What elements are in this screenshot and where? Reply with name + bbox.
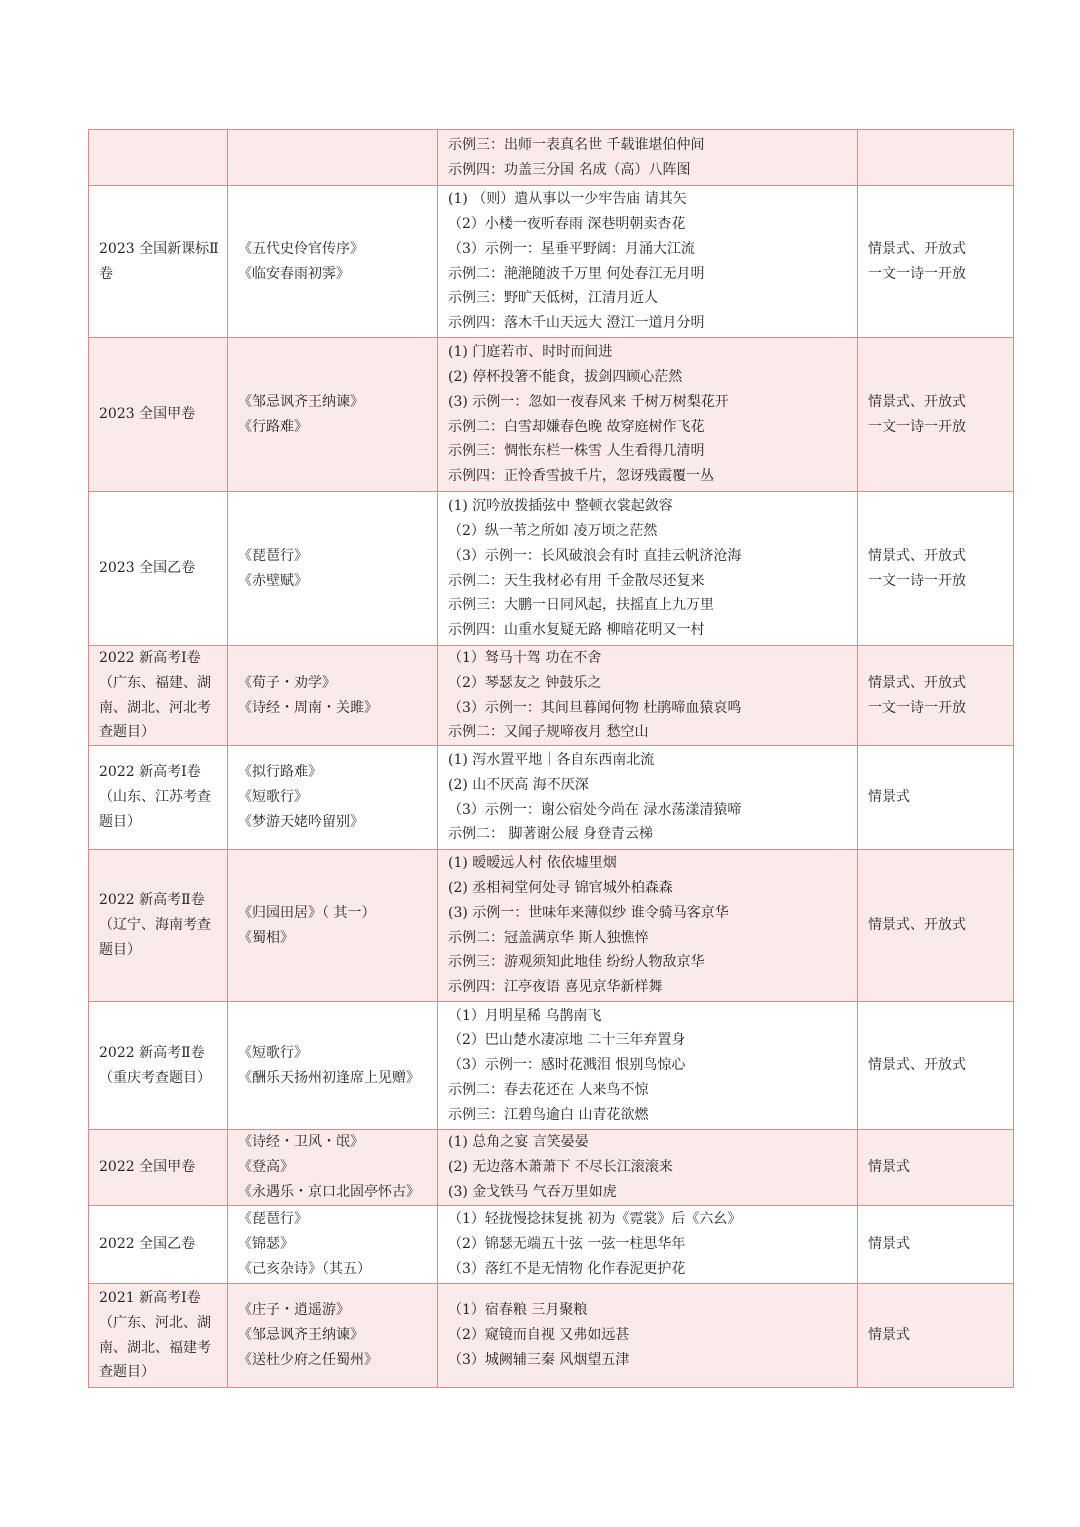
cell-line: 示例三：野旷天低树，江清月近人: [448, 290, 658, 307]
cell-line: 情景式、开放式: [868, 674, 966, 691]
source-texts-cell: [228, 1206, 438, 1284]
cell-line: 情景式: [868, 789, 910, 806]
cell-line: 情景式、开放式: [868, 393, 966, 410]
cell-line: 示例四：功盖三分国 名成（高）八阵图: [448, 161, 691, 178]
cell-line: 《梦游天姥吟留别》: [238, 814, 364, 831]
cell-line: 情景式、开放式: [868, 917, 966, 934]
cell-line: （1）轻拢慢捻抹复挑 初为《霓裳》后《六幺》: [448, 1211, 742, 1228]
cell-line: 《诗经・卫风・氓》: [238, 1134, 364, 1151]
cell-line: (3) 金戈铁马 气吞万里如虎: [448, 1184, 617, 1201]
cell-line: 示例二：冠盖满京华 斯人独憔悴: [448, 929, 649, 946]
cell-line: (2) 山不厌高 海不厌深: [448, 776, 589, 793]
table-row: [89, 492, 1014, 646]
question-type-cell: [858, 338, 1014, 492]
source-texts-cell: [228, 1002, 438, 1130]
cell-line: 2022 新高考Ⅱ卷（重庆考查题目）: [99, 1044, 211, 1086]
source-texts-cell: [228, 746, 438, 850]
cell-line: （2）纵一苇之所如 凌万顷之茫然: [448, 522, 658, 539]
cell-line: 2022 新高考Ⅰ卷（广东、福建、湖南、湖北、河北考查题目）: [99, 650, 211, 741]
cell-line: 《送杜少府之任蜀州》: [238, 1352, 378, 1369]
exam-name-cell: [89, 1284, 228, 1388]
question-type-cell: [858, 130, 1014, 186]
cell-line: 《短歌行》: [238, 789, 308, 806]
cell-line: 《诗经・周南・关雎》: [238, 699, 378, 716]
cell-line: 2023 全国乙卷: [99, 560, 196, 577]
cell-line: 示例四：江亭夜语 喜见京华新样舞: [448, 979, 663, 996]
table-row: [89, 1284, 1014, 1388]
questions-cell: [438, 338, 858, 492]
cell-line: （3）落红不是无情物 化作春泥更护花: [448, 1261, 686, 1278]
cell-line: 2021 新高考Ⅰ卷（广东、河北、湖南、湖北、福建考查题目）: [99, 1290, 211, 1381]
cell-line: 2022 全国甲卷: [99, 1159, 196, 1176]
cell-line: 《琵琶行》: [238, 547, 308, 564]
cell-line: 《荀子・劝学》: [238, 674, 336, 691]
cell-line: (2) 无边落木萧萧下 不尽长江滚滚来: [448, 1159, 673, 1176]
cell-line: 示例三：惆怅东栏一株雪 人生看得几清明: [448, 443, 705, 460]
cell-line: (1) 沉吟放拨插弦中 整顿衣裳起敛容: [448, 498, 673, 515]
cell-line: (1) （则）遣从事以一少牢告庙 请其矢: [448, 191, 687, 208]
cell-line: (1) 泻水置平地｜各自东西南北流: [448, 752, 655, 769]
cell-line: 《赤壁赋》: [238, 572, 308, 589]
cell-line: (2) 停杯投箸不能食，拔剑四顾心茫然: [448, 368, 683, 385]
questions-cell: [438, 746, 858, 850]
cell-line: (3) 示例一：忽如一夜春风来 千树万树梨花开: [448, 393, 729, 410]
cell-line: （3）城阙辅三秦 风烟望五津: [448, 1352, 630, 1369]
cell-line: 一文一诗一开放: [868, 265, 966, 282]
cell-line: 示例四：山重水复疑无路 柳暗花明又一村: [448, 622, 705, 639]
cell-line: （1）驽马十驾 功在不舍: [448, 650, 602, 666]
question-type-cell: [858, 1002, 1014, 1130]
source-texts-cell: [228, 492, 438, 646]
cell-line: 示例三：出师一表真名世 千载谁堪伯仲间: [448, 136, 705, 153]
exam-table-body: [89, 130, 1014, 1388]
cell-line: 示例三：江碧鸟逾白 山青花欲燃: [448, 1106, 649, 1123]
cell-line: 《短歌行》: [238, 1044, 308, 1061]
question-type-cell: [858, 1130, 1014, 1206]
cell-line: 《琵琶行》: [238, 1211, 308, 1228]
exam-name-cell: [89, 1002, 228, 1130]
source-texts-cell: [228, 338, 438, 492]
cell-line: 《归园田居》（ 其一）: [238, 904, 376, 921]
cell-line: 示例四：正怜香雪披千片，忽讶残霞覆一丛: [448, 468, 714, 485]
exam-table: [88, 129, 1014, 1388]
table-row: [89, 850, 1014, 1002]
exam-name-cell: [89, 1130, 228, 1206]
cell-line: 示例二：滟滟随波千万里 何处春江无月明: [448, 265, 705, 282]
source-texts-cell: [228, 850, 438, 1002]
cell-line: 《酬乐天扬州初逢席上见赠》: [238, 1069, 420, 1086]
source-texts-cell: [228, 1284, 438, 1388]
questions-cell: [438, 130, 858, 186]
cell-line: 《庄子・逍遥游》: [238, 1302, 350, 1319]
cell-line: 2022 全国乙卷: [99, 1236, 196, 1253]
table-row: [89, 338, 1014, 492]
cell-line: 情景式: [868, 1327, 910, 1344]
cell-line: 《拟行路难》: [238, 764, 322, 781]
cell-line: （2）琴瑟友之 钟鼓乐之: [448, 674, 602, 691]
table-row: [89, 1206, 1014, 1284]
cell-line: 《永遇乐・京口北固亭怀古》: [238, 1184, 420, 1201]
cell-line: 《行路难》: [238, 418, 308, 435]
cell-line: (1) 门庭若市、时时而间进: [448, 344, 613, 361]
table-row: [89, 186, 1014, 338]
cell-line: 《己亥杂诗》（其五）: [238, 1261, 371, 1278]
question-type-cell: [858, 1206, 1014, 1284]
cell-line: 《五代史伶官传序》: [238, 240, 364, 257]
cell-line: （1）宿春粮 三月聚粮: [448, 1302, 588, 1319]
cell-line: 《登高》: [238, 1159, 294, 1176]
cell-line: （3）示例一：谢公宿处今尚在 渌水荡漾清猿啼: [448, 801, 742, 818]
exam-name-cell: [89, 850, 228, 1002]
cell-line: 一文一诗一开放: [868, 418, 966, 435]
cell-line: 示例二：春去花还在 人来鸟不惊: [448, 1082, 649, 1099]
cell-line: 2022 新高考Ⅱ卷（辽宁、海南考查题目）: [99, 892, 211, 959]
questions-cell: [438, 1130, 858, 1206]
cell-line: 一文一诗一开放: [868, 699, 966, 716]
source-texts-cell: [228, 130, 438, 186]
table-row: [89, 746, 1014, 850]
questions-cell: [438, 1206, 858, 1284]
exam-name-cell: [89, 338, 228, 492]
cell-line: (3) 示例一：世味年来薄似纱 谁令骑马客京华: [448, 904, 729, 921]
cell-line: 《邹忌讽齐王纳谏》: [238, 1327, 364, 1344]
cell-line: 《蜀相》: [238, 929, 294, 946]
exam-name-cell: [89, 1206, 228, 1284]
exam-name-cell: [89, 130, 228, 186]
source-texts-cell: [228, 646, 438, 746]
question-type-cell: [858, 850, 1014, 1002]
cell-line: 情景式、开放式: [868, 547, 966, 564]
cell-line: 《邹忌讽齐王纳谏》: [238, 393, 364, 410]
source-texts-cell: [228, 186, 438, 338]
cell-line: 示例四：落木千山天远大 澄江一道月分明: [448, 315, 705, 332]
cell-line: 2023 全国新课标Ⅱ卷: [99, 240, 219, 282]
source-texts-cell: [228, 1130, 438, 1206]
cell-line: （2）小楼一夜听春雨 深巷明朝卖杏花: [448, 215, 686, 232]
question-type-cell: [858, 186, 1014, 338]
cell-line: 示例三：游观须知此地佳 纷纷人物敌京华: [448, 954, 705, 971]
questions-cell: [438, 1002, 858, 1130]
cell-line: （2）巴山楚水凄凉地 二十三年弃置身: [448, 1032, 686, 1049]
question-type-cell: [858, 492, 1014, 646]
exam-name-cell: [89, 646, 228, 746]
cell-line: 示例二：天生我材必有用 千金散尽还复来: [448, 572, 705, 589]
table-row: [89, 1002, 1014, 1130]
cell-line: （3）示例一：星垂平野阔：月涌大江流: [448, 240, 695, 257]
cell-line: （1）月明星稀 乌鹊南飞: [448, 1007, 602, 1024]
cell-line: 《临安春雨初霁》: [238, 265, 350, 282]
exam-name-cell: [89, 186, 228, 338]
cell-line: (2) 丞相祠堂何处寻 锦官城外柏森森: [448, 880, 673, 897]
cell-line: 2022 新高考Ⅰ卷（山东、江苏考查题目）: [99, 764, 211, 831]
questions-cell: [438, 186, 858, 338]
table-row: [89, 130, 1014, 186]
cell-line: 示例二： 脚著谢公屐 身登青云梯: [448, 826, 653, 843]
table-row: [89, 1130, 1014, 1206]
questions-cell: [438, 850, 858, 1002]
cell-line: 情景式、开放式: [868, 240, 966, 257]
question-type-cell: [858, 646, 1014, 746]
exam-name-cell: [89, 492, 228, 646]
cell-line: 示例二：又闻子规啼夜月 愁空山: [448, 724, 649, 741]
cell-line: 情景式、开放式: [868, 1057, 966, 1074]
cell-line: （3）示例一：感时花溅泪 恨别鸟惊心: [448, 1057, 686, 1074]
cell-line: （2）窥镜而自视 又弗如远甚: [448, 1327, 630, 1344]
question-type-cell: [858, 1284, 1014, 1388]
cell-line: （3）示例一：其间旦暮闻何物 杜鹃啼血猿哀鸣: [448, 699, 742, 716]
questions-cell: [438, 1284, 858, 1388]
cell-line: （3）示例一：长风破浪会有时 直挂云帆济沧海: [448, 547, 742, 564]
cell-line: 示例三：大鹏一日同风起，扶摇直上九万里: [448, 597, 714, 614]
table-row: [89, 646, 1014, 746]
questions-cell: [438, 646, 858, 746]
cell-line: (1) 总角之宴 言笑晏晏: [448, 1134, 589, 1151]
questions-cell: [438, 492, 858, 646]
cell-line: (1) 暧暧远人村 依依墟里烟: [448, 855, 617, 872]
cell-line: 情景式: [868, 1159, 910, 1176]
cell-line: 《锦瑟》: [238, 1236, 294, 1253]
cell-line: 示例二：白雪却嫌春色晚 故穿庭树作飞花: [448, 418, 705, 435]
exam-name-cell: [89, 746, 228, 850]
cell-line: 情景式: [868, 1236, 910, 1253]
cell-line: 2023 全国甲卷: [99, 406, 196, 423]
cell-line: （2）锦瑟无端五十弦 一弦一柱思华年: [448, 1236, 686, 1253]
question-type-cell: [858, 746, 1014, 850]
cell-line: 一文一诗一开放: [868, 572, 966, 589]
